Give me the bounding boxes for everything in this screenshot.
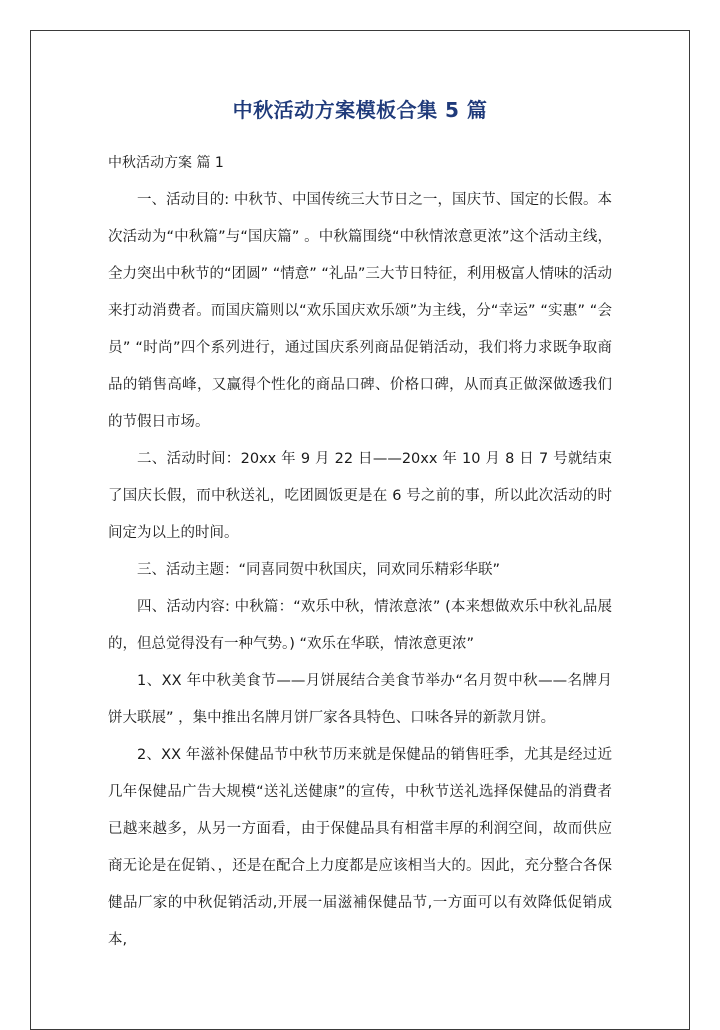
- paragraph-time: 二、活动时间：20xx 年 9 月 22 日——20xx 年 10 月 8 日 7 号就结束了国庆长假，而中秋送礼，吃团圆饭更是在 6 号之前的事，所以此次活动的时间定为以上的时间。: [108, 451, 612, 541]
- document-title: 中秋活动方案模板合集 5 篇: [232, 98, 488, 122]
- paragraph-item-1: 1、XX 年中秋美食节——月饼展结合美食节举办“名月贺中秋——名牌月饼大联展” ，集中推出名牌月饼厂家各具特色、口味各异的新款月饼。: [108, 673, 612, 726]
- section-heading: 中秋活动方案 篇 1: [108, 155, 224, 171]
- paragraph-content: 四、活动内容: 中秋篇：“欢乐中秋，情浓意浓” (本来想做欢乐中秋礼品展的，但总觉得没有一种气势。) “欢乐在华联，情浓意更浓”: [108, 599, 612, 652]
- paragraph-purpose: 一、活动目的: 中秋节、中国传统三大节日之一，国庆节、国定的长假。本次活动为“中秋篇”与“国庆篇” 。中秋篇围绕“中秋情浓意更浓”这个活动主线，全力突出中秋节的“团圆” “情意” “礼品”三大节日特征，利用极富人情味的活动来打动消费者。而国庆篇则以“欢乐国庆欢乐颂”为主线，分“幸运” “实惠” “会员” “时尚”四个系列进行，通过国庆系列商品促销活动，我们将力求既争取商品的销售高峰，又赢得个性化的商品口碑、价格口碑，从而真正做深做透我们的节假日市场。: [108, 192, 612, 430]
- paragraph-item-2: 2、XX 年滋补保健品节中秋节历来就是保健品的销售旺季，尤其是经过近几年保健品广告大规模“送礼送健康”的宣传，中秋节送礼选择保健品的消費者已越来越多，从另一方面看，由于保健品具有相當丰厚的利润空间，故而供应商无论是在促销、，还是在配合上力度都是应该相当大的。因此，充分整合各保健品厂家的中秋促销活动,开展一届滋補保健品节,一方面可以有效降低促销成本,: [108, 747, 612, 948]
- document-body: [108, 182, 612, 959]
- paragraph-theme: 三、活动主题：“同喜同贺中秋国庆，同欢同乐精彩华联”: [137, 562, 501, 578]
